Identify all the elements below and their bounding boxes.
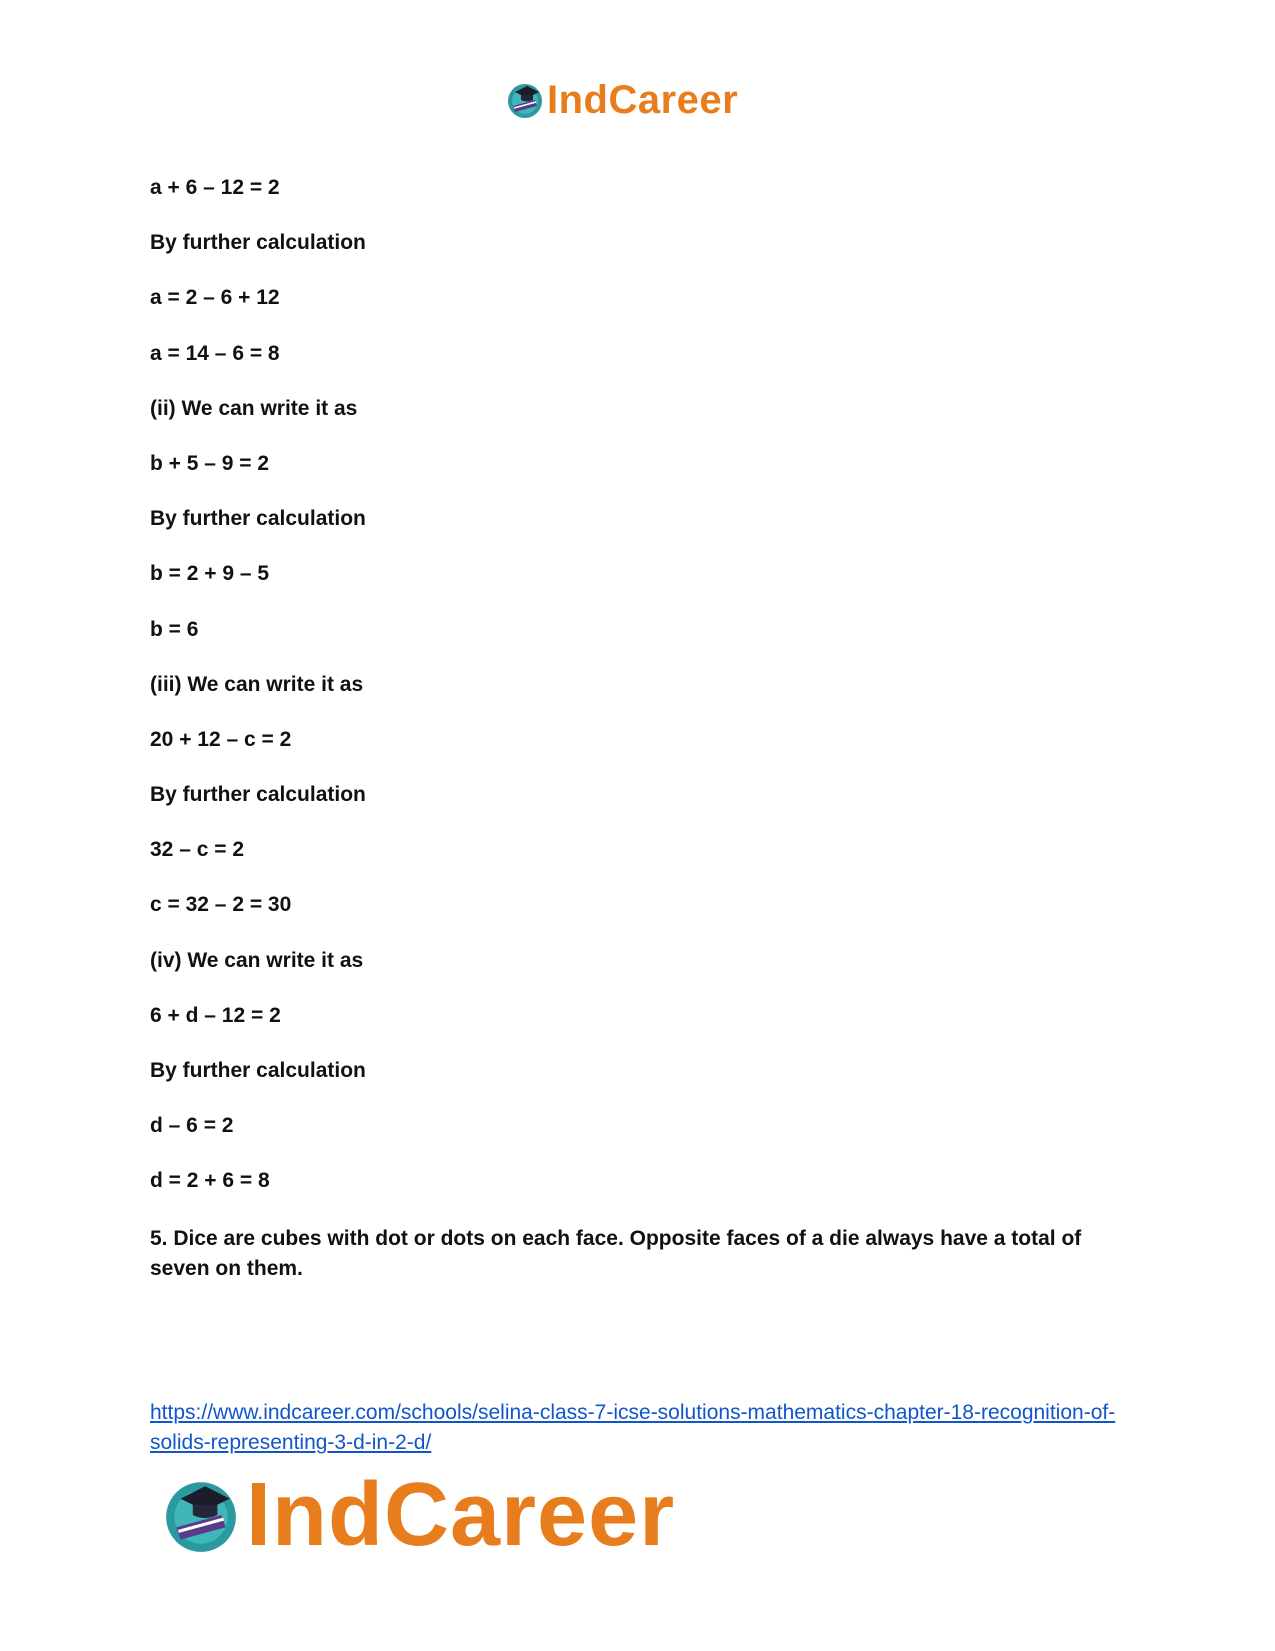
solution-line: By further calculation xyxy=(150,1059,366,1082)
solution-line: (ii) We can write it as xyxy=(150,396,358,420)
solution-line: a = 2 – 6 + 12 xyxy=(150,286,280,310)
solution-line: By further calculation xyxy=(150,231,366,255)
solution-line: b = 6 xyxy=(150,617,199,641)
solution-content xyxy=(150,175,1110,1284)
solution-line: c = 32 – 2 = 30 xyxy=(150,893,292,917)
question-text: 5. Dice are cubes with dot or dots on each face. Opposite faces of a die always have a total of seven on them. xyxy=(150,1226,1082,1280)
header-logo xyxy=(505,80,738,120)
solution-line: d = 2 + 6 = 8 xyxy=(150,1169,270,1193)
solution-line: By further calculation xyxy=(150,507,366,531)
footer-logo xyxy=(160,1465,676,1565)
solution-line: b = 2 + 9 – 5 xyxy=(150,562,270,586)
footer-logo-text: IndCareer xyxy=(246,1465,676,1565)
graduation-globe-icon xyxy=(505,80,545,120)
solution-line: a = 14 – 6 = 8 xyxy=(150,341,280,365)
solution-line: a + 6 – 12 = 2 xyxy=(150,176,280,199)
solution-line: 32 – c = 2 xyxy=(150,838,244,862)
solution-line: b + 5 – 9 = 2 xyxy=(150,451,270,475)
solution-line: 20 + 12 – c = 2 xyxy=(150,727,292,751)
solution-line: (iii) We can write it as xyxy=(150,672,364,696)
header-logo-text: IndCareer xyxy=(547,78,739,122)
solution-line: (iv) We can write it as xyxy=(150,948,364,972)
solution-line: By further calculation xyxy=(150,783,366,807)
solution-line: d – 6 = 2 xyxy=(150,1114,234,1138)
source-link[interactable]: https://www.indcareer.com/schools/selina-class-7-icse-solutions-mathematics-chapter-18-recognition-of-solids-representing-3-d-in-2-d/ xyxy=(150,1401,1116,1454)
graduation-globe-icon xyxy=(160,1474,242,1556)
solution-line: 6 + d – 12 = 2 xyxy=(150,1003,281,1027)
